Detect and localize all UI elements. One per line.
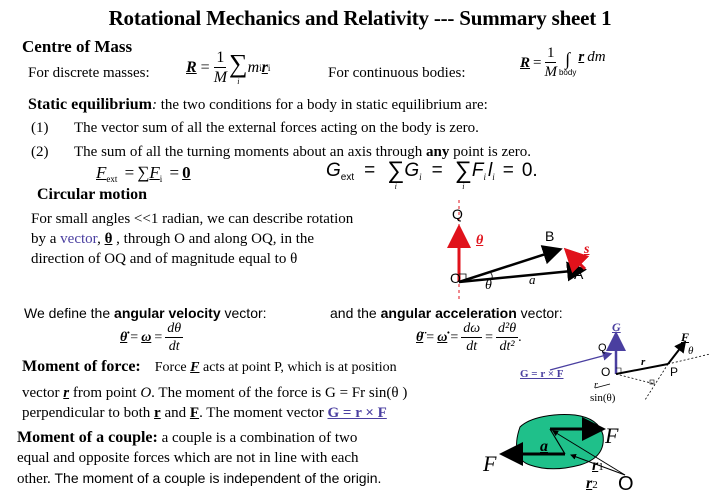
label-O: O xyxy=(450,270,461,286)
angular-acceleration-formula xyxy=(416,322,522,354)
text: The sum of all the turning moments about an axis through xyxy=(74,144,427,160)
i-sub: i xyxy=(492,172,495,182)
numerator: dω xyxy=(463,321,481,336)
integrand-r: r xyxy=(578,48,585,65)
fraction-domega-dt xyxy=(461,322,482,354)
numerator: 1 xyxy=(546,45,555,61)
text: and the xyxy=(330,305,381,321)
label-B: B xyxy=(545,228,555,244)
sum-index: i xyxy=(237,76,240,86)
discrete-com-formula xyxy=(186,50,270,86)
denominator: dt xyxy=(466,339,478,354)
condition-1-text: The vector sum of all the external forces acting on the body is zero. xyxy=(74,120,479,136)
equals: = xyxy=(169,163,180,182)
vector-F: F xyxy=(190,360,200,375)
li: l xyxy=(487,160,493,181)
couple-line-1 xyxy=(17,429,357,447)
integral-limit: body xyxy=(558,67,577,77)
centre-of-mass-heading: Centre of Mass xyxy=(22,37,133,56)
formula-text: G = r × F xyxy=(520,368,564,380)
angular-velocity-formula xyxy=(120,322,183,354)
moment-of-couple-heading: Moment of a couple: xyxy=(17,429,158,446)
G: G xyxy=(326,160,341,181)
fraction-1-over-M xyxy=(214,50,227,86)
label-Q: Q xyxy=(452,206,463,222)
discrete-masses-label: For discrete masses: xyxy=(28,65,150,81)
static-equilibrium-intro xyxy=(28,96,488,114)
continuous-com-formula xyxy=(520,46,606,80)
equals: = xyxy=(485,330,494,345)
Fi: F xyxy=(471,160,484,181)
vector-link[interactable]: vector xyxy=(60,231,98,247)
index: i xyxy=(394,181,397,191)
text: by a xyxy=(31,231,61,247)
denominator: dt² xyxy=(499,339,515,354)
moment-vector-link[interactable]: G = r × F xyxy=(327,405,387,421)
integral-symbol xyxy=(559,50,576,77)
theta-vector: θ xyxy=(104,231,113,247)
label-P: P xyxy=(670,365,679,379)
period: . xyxy=(518,330,522,345)
force-equilibrium-formula xyxy=(96,163,191,184)
label-r-sin: r xyxy=(594,380,598,391)
denominator: M xyxy=(213,69,228,86)
numerator: d²θ xyxy=(498,321,517,336)
label-a: a xyxy=(529,272,536,287)
sub-1: 1 xyxy=(598,461,604,473)
i-sub: i xyxy=(159,174,163,184)
couple-line-2: equal and opposite forces which are not in line with each xyxy=(17,450,359,466)
rotation-vector-diagram xyxy=(440,200,620,300)
numerator: dθ xyxy=(167,321,182,336)
label-s: s xyxy=(584,242,590,257)
moment-equilibrium-formula xyxy=(326,157,538,191)
vector-R: R xyxy=(520,54,531,71)
theta-dot: θ̇ xyxy=(120,330,128,345)
text: from point xyxy=(69,385,141,401)
equals: = xyxy=(124,163,135,182)
sigma: ∑ xyxy=(137,163,150,182)
label-r2 xyxy=(586,475,598,493)
equals: = xyxy=(450,330,459,345)
sigma: ∑ xyxy=(229,48,248,78)
text: . The moment of the force is G = Fr sin(θ ) xyxy=(151,385,408,401)
sum-symbol xyxy=(229,48,248,86)
position-subscript: i xyxy=(267,63,271,73)
text: vector xyxy=(22,385,64,401)
label-Q: Q xyxy=(598,342,607,354)
text: , through O and along OQ, in the xyxy=(112,231,315,247)
label-A: A xyxy=(574,266,584,282)
continuous-bodies-label: For continuous bodies: xyxy=(328,65,466,81)
text: The moment of a couple is independent of the origin. xyxy=(54,470,382,486)
text: . The moment vector xyxy=(199,405,328,421)
equals: = xyxy=(200,59,210,76)
mass-term: m xyxy=(247,59,260,76)
circular-motion-line-1: For small angles <<1 radian, we can describe rotation xyxy=(31,211,354,227)
mass-subscript: i xyxy=(259,63,262,73)
sub-2: 2 xyxy=(592,479,598,491)
circular-motion-line-3: direction of OQ and of magnitude equal to θ xyxy=(31,251,298,267)
denominator: dt xyxy=(168,339,180,354)
static-equilibrium-heading: Static equilibrium xyxy=(28,96,153,113)
text: , xyxy=(97,231,105,247)
label-O: O xyxy=(618,473,634,495)
text: vector: xyxy=(220,305,267,321)
omega: ω xyxy=(141,330,152,345)
text: other. xyxy=(17,471,55,487)
angular-acceleration-definition xyxy=(330,305,563,321)
label-sin-theta: sin(θ) xyxy=(590,392,616,404)
denominator: M xyxy=(544,64,557,80)
i-sub: i xyxy=(483,172,486,182)
Fi: F xyxy=(149,163,160,182)
Gi: G xyxy=(404,160,420,181)
moment-of-force-line-1 xyxy=(22,358,397,376)
moment-of-force-heading: Moment of force: xyxy=(22,358,141,375)
point-O: O xyxy=(140,385,152,401)
label-r1 xyxy=(592,457,604,475)
moment-of-force-line-3 xyxy=(22,405,387,422)
i-sub: i xyxy=(419,172,422,182)
numerator: 1 xyxy=(216,49,225,66)
ext-sub: ext xyxy=(106,174,118,184)
position-term: r xyxy=(261,59,268,76)
moment-of-force-line-2 xyxy=(22,385,407,402)
text: a couple is a combination of two xyxy=(157,430,358,446)
bold-angular-acceleration: angular acceleration xyxy=(380,305,517,321)
theta-double-dot: θ̈ xyxy=(416,330,424,345)
label-theta-angle: θ xyxy=(485,278,492,293)
equals: = xyxy=(154,330,163,345)
text: and xyxy=(160,405,190,421)
circular-motion-heading: Circular motion xyxy=(37,186,148,203)
circular-motion-line-2 xyxy=(31,231,314,248)
zero-result: 0. xyxy=(521,160,538,181)
equals: = xyxy=(364,160,376,181)
condition-2-number: (2) xyxy=(31,144,49,160)
label-a: a xyxy=(540,438,548,455)
bold-angular-velocity: angular velocity xyxy=(114,305,221,321)
fraction-1-over-M xyxy=(544,46,557,80)
vector-r: r xyxy=(154,405,161,421)
page-title: Rotational Mechanics and Relativity --- Summary sheet 1 xyxy=(108,6,612,30)
r: r xyxy=(586,475,593,492)
text: point is zero. xyxy=(449,144,532,160)
integrand-dm: dm xyxy=(587,48,606,65)
r: r xyxy=(592,457,599,474)
intro-text: the two conditions for a body in static equilibrium are: xyxy=(157,97,488,113)
text: We define the xyxy=(24,305,115,321)
vector-F: F xyxy=(189,405,200,421)
equals: = xyxy=(502,160,514,181)
sigma: ∑ xyxy=(387,157,405,184)
fraction-dtheta-dt xyxy=(165,322,183,354)
text: Force xyxy=(154,360,191,375)
label-O: O xyxy=(601,365,611,379)
index: i xyxy=(462,181,465,191)
equals: = xyxy=(426,330,435,345)
integral: ∫ xyxy=(565,48,571,69)
text: perpendicular to both xyxy=(22,405,155,421)
label-G: G xyxy=(612,320,621,334)
sigma: ∑ xyxy=(454,157,472,184)
equals: = xyxy=(431,160,443,181)
label-F-right: F xyxy=(605,423,619,448)
condition-1-number: (1) xyxy=(31,120,49,136)
label-theta: θ xyxy=(688,345,694,357)
text: acts at point P, which is at position xyxy=(199,360,397,375)
couple-diagram xyxy=(475,405,720,498)
bold-any: any xyxy=(426,144,450,160)
vector-r: r xyxy=(63,385,70,401)
text: vector: xyxy=(516,305,563,321)
sum-2 xyxy=(454,157,472,191)
omega-dot: ω̇ xyxy=(437,330,448,345)
couple-line-3 xyxy=(17,470,381,488)
moment-of-force-diagram xyxy=(510,322,720,412)
angular-velocity-definition xyxy=(24,305,267,321)
equals: = xyxy=(130,330,139,345)
ext-sub: ext xyxy=(340,172,355,183)
label-F-left: F xyxy=(483,451,497,476)
label-G-equals-r-cross-F xyxy=(520,368,564,380)
F: F xyxy=(96,163,107,182)
label-r: r xyxy=(641,356,646,368)
label-theta-vector: θ xyxy=(476,233,484,248)
label-F: F xyxy=(681,330,690,344)
vector-R: R xyxy=(186,59,197,76)
colon: : xyxy=(152,97,158,113)
equals: = xyxy=(533,54,542,71)
sum-1 xyxy=(387,157,405,191)
zero-vector: 0 xyxy=(182,163,191,182)
